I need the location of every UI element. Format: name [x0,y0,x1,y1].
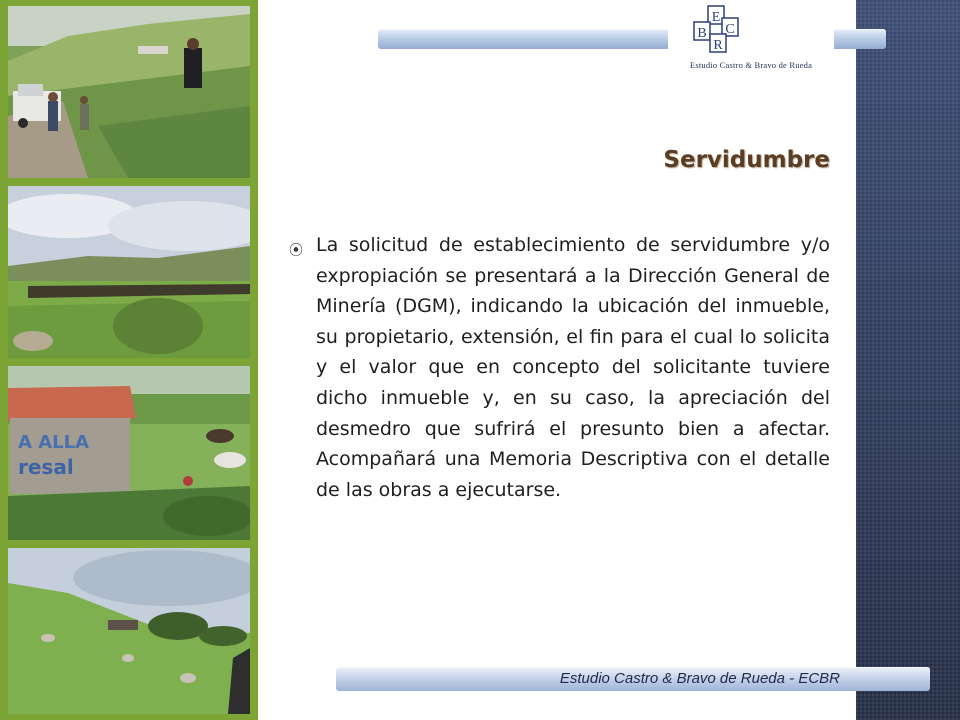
photo-farmhouse [8,366,250,540]
photo-hillside-road [8,6,250,178]
body-paragraph: La solicitud de establecimiento de servidumbre y/o expropiación se presentará a la Dirección General de Minería (DGM), indicando la ubicación del inmueble, su propietario, extensión, el fin para el cual lo solicita y el valor que en concepto del solicitante tuviere dicho inmueble y, en su caso, la apreciación del desmedro que sufrirá el presunto bien a afectar. Acompañará una Memoria Descriptiva con el detalle de las obras a ejecutarse. [316,234,830,501]
photo-green-valley [8,186,250,358]
logo-letter-c: C [725,22,735,37]
logo-letter-b: B [697,26,707,41]
logo-letter-e: E [711,10,721,25]
logo-letter-r: R [713,38,723,53]
footer-text: Estudio Castro & Bravo de Rueda - ECBR [559,670,840,687]
bullet-icon: ⦿ [289,243,303,259]
slide-title: Servidumbre [663,147,830,173]
logo-caption: Estudio Castro & Bravo de Rueda [689,60,813,70]
photo-grassy-slope [8,548,250,714]
svg-text:resal: resal [18,455,74,479]
right-decorative-band [856,0,960,720]
svg-text:A ALLA: A ALLA [18,432,89,453]
photo-column [0,0,258,720]
company-logo [668,0,834,76]
